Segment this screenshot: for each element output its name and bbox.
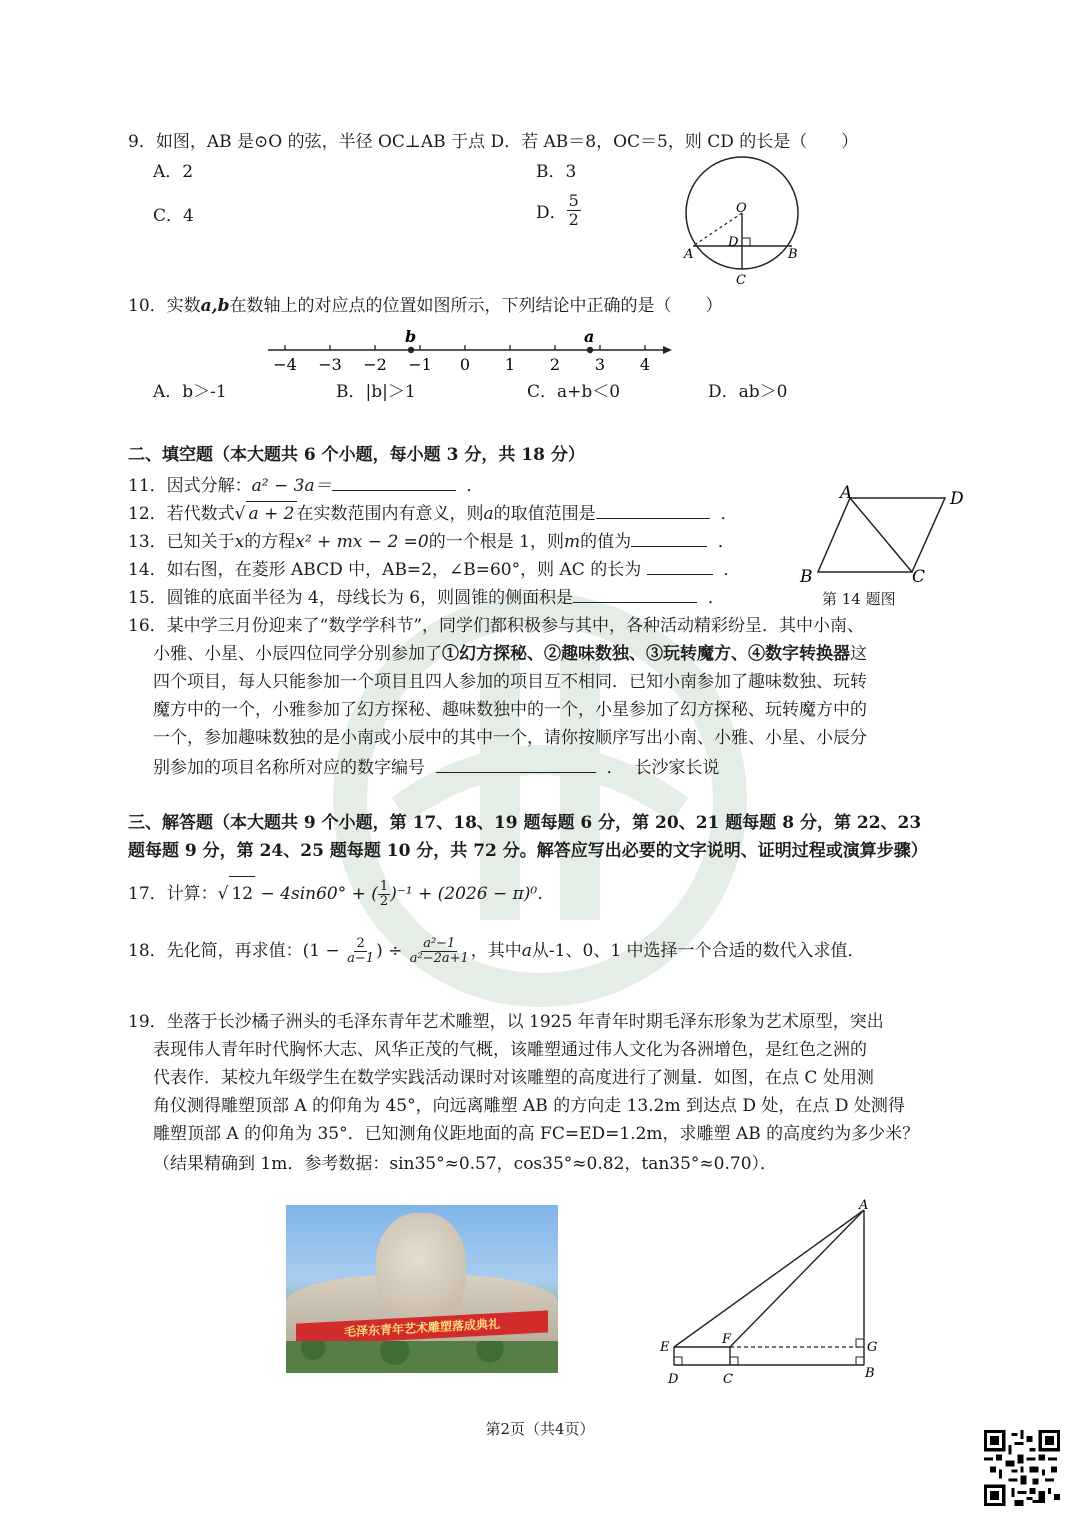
q16-l6-text: 别参加的项目名称所对应的数字编号 — [153, 758, 425, 778]
q9-d-num: 5 — [568, 191, 579, 210]
q10-stem-pre: 10．实数 — [128, 296, 201, 316]
q18-f2-num: a²−1 — [423, 936, 456, 951]
q18-pre: 18．先化简，再求值：(1 − — [128, 941, 346, 961]
q10-label-b: b — [405, 327, 417, 346]
fig14-label-a: A — [840, 484, 853, 503]
q10-tick-label: 1 — [504, 355, 516, 374]
q13-pre: 13．已知关于 — [128, 532, 235, 552]
q9-label-c: C — [736, 273, 746, 288]
q18 — [128, 932, 865, 970]
q10-label-a: a — [584, 327, 595, 346]
q13-post: 的一个根是 1，则 — [428, 532, 564, 552]
q14 — [128, 556, 740, 582]
q17-den: 2 — [379, 894, 389, 909]
q9-label-d: D — [728, 235, 739, 250]
q17-sqrt-sign: √ — [217, 884, 229, 904]
sculpture-photo — [286, 1205, 558, 1373]
q11-expr: a² − 3a＝ — [251, 476, 332, 496]
page-footer: 第2页（共4页） — [485, 1420, 595, 1438]
q15-end: ． — [707, 588, 725, 608]
q10-tick-label: 0 — [459, 355, 471, 374]
q12-answer-blank[interactable] — [596, 500, 710, 519]
q10-stem-vars: a,b — [200, 296, 230, 316]
q17-fraction — [378, 880, 390, 909]
fig14-label-d: D — [950, 489, 964, 509]
photo-banner: 毛泽东青年艺术雕塑落成典礼 — [296, 1310, 548, 1345]
q16-line-3: 四个项目，每人只能参加一个项目且四人参加的项目互不相同．已知小南参加了趣味数独、玩转 — [153, 672, 867, 692]
section-2-title: 二、填空题（本大题共 6 个小题，每小题 3 分，共 18 分） — [128, 445, 585, 465]
q14-end: ． — [723, 560, 741, 580]
q10-tick-label: −1 — [408, 355, 432, 374]
q17 — [128, 876, 554, 911]
q13-end: ． — [717, 532, 735, 552]
section-3-title-line-2: 题每题 9 分，第 24、25 题每题 10 分，共 72 分。解答应写出必要的文字说明、证明过程或演算步骤） — [128, 841, 928, 861]
q17-radicand: 12 — [229, 876, 255, 911]
photo-trees — [286, 1341, 558, 1373]
q18-f2-den: a²−2a+1 — [409, 951, 469, 966]
q12-pre: 12．若代数式 — [128, 504, 235, 524]
fig19-label-f: F — [722, 1332, 732, 1347]
q18-f1-den: a−1 — [347, 951, 375, 966]
fig19-diagram — [650, 1195, 890, 1395]
q16-line-4: 魔方中的一个，小雅参加了幻方探秘、趣味数独中的一个，小星参加了幻方探秘、玩转魔方中的 — [153, 700, 867, 720]
q10-option-b: B．|b|＞1 — [336, 382, 416, 402]
qr-code[interactable] — [984, 1430, 1060, 1506]
q10-tick-label: −3 — [318, 355, 342, 374]
fig14-caption: 第 14 题图 — [822, 590, 896, 608]
q12-end: ． — [720, 504, 738, 524]
q18-f1-num: 2 — [356, 936, 365, 951]
q10-option-d: D．ab＞0 — [708, 382, 788, 402]
q16-line-2 — [153, 642, 867, 666]
q9-option-c: C．4 — [153, 206, 194, 226]
q15-text: 15．圆锥的底面半径为 4，母线长为 6，则圆锥的侧面积是 — [128, 588, 574, 608]
q12-post: 在实数范围内有意义，则 — [296, 504, 484, 524]
q11-end: ． — [466, 476, 484, 496]
q18-fraction-1 — [345, 937, 376, 966]
q16-answer-blank[interactable] — [436, 754, 596, 773]
q9-option-d-prefix: D． — [536, 203, 567, 223]
q13-var: x — [234, 532, 245, 552]
q9-d-den: 2 — [568, 210, 579, 229]
q9-option-d-fraction — [567, 192, 581, 229]
q17-pre: 17．计算： — [128, 884, 218, 904]
q14-text: 14．如右图，在菱形 ABCD 中，AB=2，∠B=60°，则 AC 的长为 — [128, 560, 642, 580]
q19-line-5: 雕塑顶部 A 的仰角为 35°．已知测角仪距地面的高 FC=ED=1.2m，求雕塑 AB 的高度约为多少米？ — [153, 1124, 920, 1144]
q15-answer-blank[interactable] — [573, 584, 697, 603]
q12-sqrt-sign: √ — [234, 504, 246, 524]
q16-line-6 — [153, 754, 719, 780]
q16-l6-tag: 长沙家长说 — [634, 758, 720, 778]
q19-line-2: 表现伟人青年时代胸怀大志、风华正茂的气概，该雕塑通过伟人文化为各洲增色，是红色之洲的 — [153, 1040, 867, 1060]
q10-point-b — [408, 347, 414, 353]
q17-mid: − 4sin60° + ( — [255, 884, 378, 904]
q12-radicand: a + 2 — [246, 501, 296, 526]
section-3-title-line-1: 三、解答题（本大题共 9 个小题，第 17、18、19 题每题 6 分，第 20、21 题每题 8 分，第 22、23 — [128, 813, 922, 833]
q9-stem: 9．如图，AB 是⊙O 的弦，半径 OC⊥AB 于点 D．若 AB＝8，OC＝5，则 CD 的长是（ ） — [128, 132, 859, 152]
q10-tick-label: 4 — [639, 355, 651, 374]
q9-label-b: B — [788, 247, 798, 262]
q13-mid: 的方程 — [244, 532, 296, 552]
q12 — [128, 500, 737, 526]
fig19-label-e: E — [660, 1340, 670, 1355]
q19-line-4: 角仪测得雕塑顶部 A 的仰角为 45°，向远离雕塑 AB 的方向走 13.2m 到达点 D 处，在点 D 处测得 — [153, 1096, 905, 1116]
fig19-label-c: C — [723, 1372, 733, 1387]
q13 — [128, 528, 735, 554]
fig14-rhombus — [790, 484, 980, 584]
q16-l2-post: 这 — [850, 644, 867, 664]
q12-post2: 的取值范围是 — [493, 504, 596, 524]
q11 — [128, 472, 483, 498]
q9-circle-figure — [680, 150, 810, 290]
q18-fraction-2 — [408, 937, 471, 966]
q18-post2: 从-1、0、1 中选择一个合适的数代入求值． — [531, 941, 865, 961]
q17-num: 1 — [379, 879, 389, 894]
q11-answer-blank[interactable] — [332, 472, 456, 491]
q10-stem-post: 在数轴上的对应点的位置如图所示，下列结论中正确的是（ ） — [229, 296, 723, 316]
fig19-label-g: G — [867, 1340, 878, 1355]
fig19-label-b: B — [865, 1366, 875, 1381]
q9-option-b: B．3 — [536, 162, 577, 182]
q16-line-1: 16．某中学三月份迎来了“数学学科节”，同学们都积极参与其中，各种活动精彩纷呈．其中小南、 — [128, 616, 865, 636]
q16-line-5: 一个，参加趣味数独的是小南或小辰中的其中一个，请你按顺序写出小南、小雅、小星、小辰分 — [153, 728, 867, 748]
q15 — [128, 584, 725, 610]
q18-post: ，其中 — [470, 941, 522, 961]
q9-label-o: O — [736, 201, 747, 216]
q10-stem — [128, 294, 722, 318]
q17-post: )⁻¹ + (2026 − π)⁰． — [390, 884, 555, 904]
q16-l6-end: ． — [606, 758, 624, 778]
fig14-label-b: B — [800, 567, 813, 584]
q13-post2: 的值为 — [580, 532, 632, 552]
q10-tick-label: −4 — [273, 355, 297, 374]
q19-line-3: 代表作．某校九年级学生在数学实践活动课时对该雕塑的高度进行了测量．如图，在点 C 处用测 — [153, 1068, 874, 1088]
q19-line-1: 19．坐落于长沙橘子洲头的毛泽东青年艺术雕塑，以 1925 年青年时期毛泽东形象为艺术原型，突出 — [128, 1012, 884, 1032]
q12-var: a — [483, 504, 494, 524]
q10-option-c: C．a+b＜0 — [527, 382, 621, 402]
fig19-label-d: D — [668, 1372, 679, 1387]
q10-tick-label: 3 — [594, 355, 606, 374]
q10-tick-label: −2 — [363, 355, 387, 374]
q16-l2-bold: ①幻方探秘、②趣味数独、③玩转魔方、④数字转换器 — [442, 644, 850, 664]
q10-tick-label: 2 — [549, 355, 561, 374]
q16-l2-pre: 小雅、小星、小辰四位同学分别参加了 — [153, 644, 442, 664]
q14-answer-blank[interactable] — [647, 556, 713, 575]
q13-var2: m — [563, 532, 581, 552]
q9-option-a: A．2 — [153, 162, 194, 182]
photo-sculpture-head — [376, 1213, 466, 1323]
fig19-label-a: A — [859, 1198, 869, 1213]
q10-point-a — [587, 347, 593, 353]
fig14-label-c: C — [912, 567, 926, 584]
q10-number-line — [260, 326, 680, 376]
q9-label-a: A — [684, 247, 694, 262]
q9-option-d — [536, 192, 581, 229]
q11-pre: 11．因式分解： — [128, 476, 252, 496]
q18-var: a — [521, 941, 532, 961]
q19-line-6: （结果精确到 1m．参考数据：sin35°≈0.57，cos35°≈0.82，tan35°≈0.70）． — [153, 1154, 778, 1174]
q18-mid: ) ÷ — [376, 941, 408, 961]
q13-eq: x² + mx − 2 =0 — [295, 532, 429, 552]
q10-option-a: A．b＞-1 — [153, 382, 227, 402]
q13-answer-blank[interactable] — [631, 528, 707, 547]
